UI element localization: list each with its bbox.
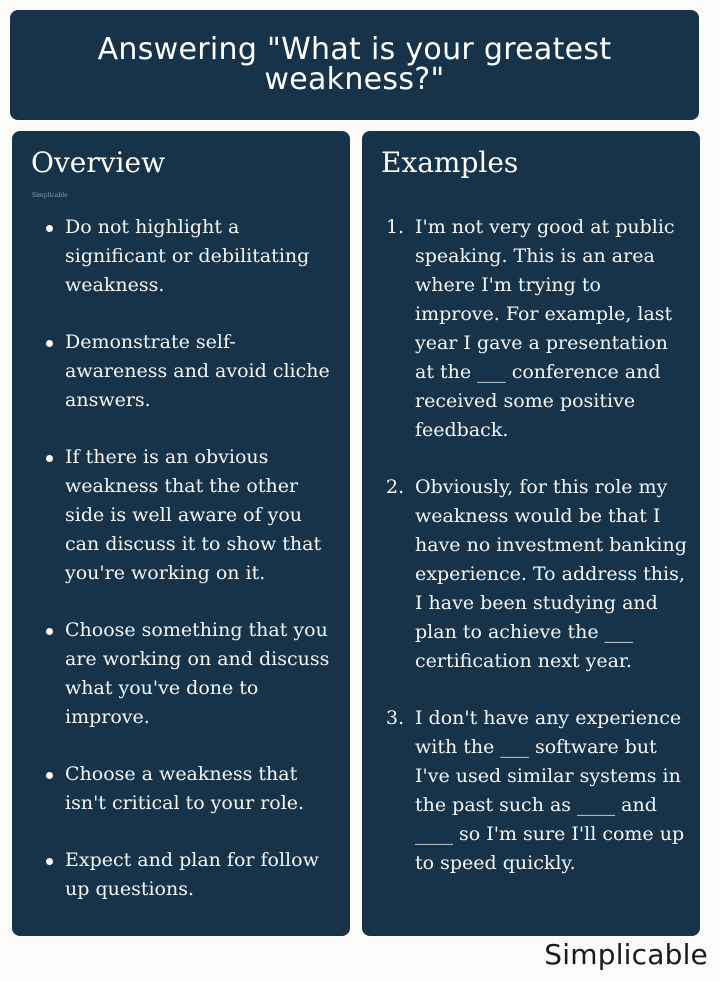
overview-item: Demonstrate self-awareness and avoid cliche answers. [37,328,337,415]
overview-item: Expect and plan for follow up questions. [37,846,337,904]
examples-list [386,213,690,906]
title-banner [10,10,699,120]
overview-item: Do not highlight a significant or debilitating weakness. [37,213,337,300]
overview-item: Choose something that you are working on and discuss what you've done to improve. [37,616,337,732]
examples-panel [362,131,700,936]
example-number: 1. [386,216,405,238]
example-number: 3. [386,707,405,729]
example-text: Obviously, for this role my weakness would be that I have no investment banking experience. To address this, I have been studying and plan to achieve the ___ certification next year. [415,476,687,672]
examples-heading: Examples [381,146,519,179]
overview-item: Choose a weakness that isn't critical to your role. [37,760,337,818]
example-text: I don't have any experience with the ___ software but I've used similar systems in the past such as ____ and ____ so I'm sure I'll come up to speed quickly. [415,707,685,874]
example-text: I'm not very good at public speaking. This is an area where I'm trying to improve. For example, last year I gave a presentation at the ___ conference and received some positive feedback. [415,216,675,441]
example-item [386,704,690,878]
overview-list [37,213,337,932]
page-title: Answering "What is your greatest weakness?" [97,32,612,97]
overview-heading: Overview [31,146,166,179]
example-item [386,213,690,445]
example-item [386,473,690,676]
overview-panel [12,131,350,936]
example-number: 2. [386,476,405,498]
watermark-text: Simplicable [32,192,68,199]
overview-item: If there is an obvious weakness that the other side is well aware of you can discuss it to show that you're working on it. [37,443,337,588]
brand-logo-text: Simplicable [544,938,708,971]
